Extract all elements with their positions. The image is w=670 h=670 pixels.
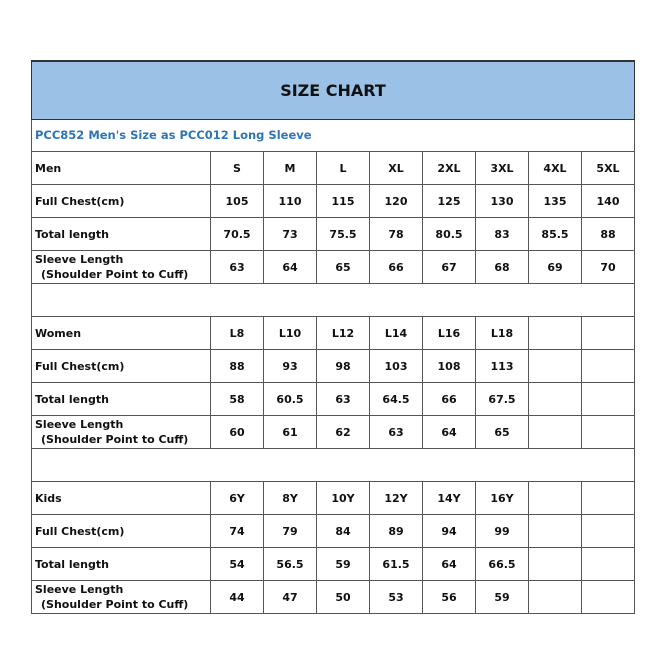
measurement-value: 66.5 [476,548,529,581]
subtitle-row [32,120,635,152]
measurement-value: 60 [211,416,264,449]
table-row [32,218,635,251]
size-label [529,482,582,515]
measurement-note: (Shoulder Point to Cuff) [41,433,189,446]
size-label: 8Y [264,482,317,515]
measurement-value [529,581,582,614]
size-label: 5XL [582,152,635,185]
section-name: Women [32,317,211,350]
measurement-value: 67.5 [476,383,529,416]
measurement-label [32,515,211,548]
section-name: Men [32,152,211,185]
size-chart-title: SIZE CHART [32,61,635,120]
size-label: 16Y [476,482,529,515]
size-label: 3XL [476,152,529,185]
measurement-value: 56.5 [264,548,317,581]
section-name: Kids [32,482,211,515]
measurement-value: 84 [317,515,370,548]
table-row [32,515,635,548]
measurement-name: Full Chest(cm) [35,194,125,208]
measurement-value [529,548,582,581]
size-label: 2XL [423,152,476,185]
measurement-value: 61.5 [370,548,423,581]
measurement-value: 115 [317,185,370,218]
measurement-value [582,515,635,548]
measurement-value: 93 [264,350,317,383]
measurement-value: 130 [476,185,529,218]
measurement-value: 75.5 [317,218,370,251]
measurement-value: 78 [370,218,423,251]
size-label: L18 [476,317,529,350]
measurement-label [32,185,211,218]
measurement-value: 44 [211,581,264,614]
measurement-value: 89 [370,515,423,548]
size-label: 14Y [423,482,476,515]
measurement-value [529,515,582,548]
size-label: 6Y [211,482,264,515]
measurement-value: 140 [582,185,635,218]
table-row [32,383,635,416]
table-row [32,350,635,383]
section-header-row [32,482,635,515]
measurement-value: 98 [317,350,370,383]
size-label: L12 [317,317,370,350]
measurement-value: 50 [317,581,370,614]
measurement-name: Total length [35,392,109,406]
measurement-value: 70.5 [211,218,264,251]
measurement-value: 135 [529,185,582,218]
measurement-value: 83 [476,218,529,251]
table-row [32,416,635,449]
size-label: S [211,152,264,185]
measurement-value: 88 [211,350,264,383]
measurement-value: 63 [317,383,370,416]
measurement-name: Full Chest(cm) [35,359,125,373]
size-label: XL [370,152,423,185]
spacer-cell [32,449,635,482]
measurement-value: 64 [423,548,476,581]
measurement-value: 80.5 [423,218,476,251]
measurement-value: 79 [264,515,317,548]
size-chart-table [31,60,635,614]
spacer-cell [32,284,635,317]
measurement-label [32,416,211,449]
measurement-value: 67 [423,251,476,284]
size-chart-subtitle: PCC852 Men's Size as PCC012 Long Sleeve [32,120,635,152]
measurement-name: Full Chest(cm) [35,524,125,538]
measurement-value: 120 [370,185,423,218]
measurement-note: (Shoulder Point to Cuff) [41,598,189,611]
measurement-name: Sleeve Length [35,253,124,266]
measurement-label [32,581,211,614]
table-row [32,185,635,218]
measurement-value [529,416,582,449]
measurement-value: 99 [476,515,529,548]
measurement-value [582,383,635,416]
measurement-value: 65 [317,251,370,284]
size-label: 4XL [529,152,582,185]
table-row [32,581,635,614]
measurement-value: 74 [211,515,264,548]
section-header-row [32,152,635,185]
measurement-value: 85.5 [529,218,582,251]
size-label: L8 [211,317,264,350]
measurement-value: 64 [423,416,476,449]
size-label: M [264,152,317,185]
measurement-value: 64.5 [370,383,423,416]
measurement-name: Total length [35,557,109,571]
measurement-value: 105 [211,185,264,218]
size-label: 10Y [317,482,370,515]
measurement-value: 88 [582,218,635,251]
measurement-label [32,251,211,284]
section-header-row [32,317,635,350]
size-label [582,482,635,515]
measurement-name: Sleeve Length [35,583,124,596]
measurement-name: Sleeve Length [35,418,124,431]
measurement-value [582,416,635,449]
measurement-value: 125 [423,185,476,218]
spacer-row [32,284,635,317]
size-label [529,317,582,350]
measurement-value: 53 [370,581,423,614]
size-label: L [317,152,370,185]
title-row [32,61,635,120]
measurement-value: 110 [264,185,317,218]
measurement-name: Total length [35,227,109,241]
measurement-value [529,383,582,416]
measurement-label [32,548,211,581]
measurement-note: (Shoulder Point to Cuff) [41,268,189,281]
measurement-label [32,218,211,251]
measurement-value: 59 [317,548,370,581]
size-label: L16 [423,317,476,350]
spacer-row [32,449,635,482]
measurement-label [32,383,211,416]
measurement-value: 113 [476,350,529,383]
table-row [32,251,635,284]
measurement-value: 56 [423,581,476,614]
measurement-value: 47 [264,581,317,614]
measurement-value: 59 [476,581,529,614]
measurement-value: 54 [211,548,264,581]
measurement-value: 70 [582,251,635,284]
table-row [32,548,635,581]
size-label: 12Y [370,482,423,515]
measurement-value: 103 [370,350,423,383]
measurement-label [32,350,211,383]
size-label [582,317,635,350]
measurement-value: 69 [529,251,582,284]
measurement-value: 62 [317,416,370,449]
measurement-value: 61 [264,416,317,449]
measurement-value: 68 [476,251,529,284]
measurement-value: 66 [370,251,423,284]
measurement-value [529,350,582,383]
measurement-value: 64 [264,251,317,284]
measurement-value: 60.5 [264,383,317,416]
measurement-value: 73 [264,218,317,251]
measurement-value: 108 [423,350,476,383]
measurement-value: 94 [423,515,476,548]
measurement-value: 66 [423,383,476,416]
measurement-value: 65 [476,416,529,449]
measurement-value: 58 [211,383,264,416]
measurement-value [582,350,635,383]
size-label: L14 [370,317,423,350]
measurement-value: 63 [370,416,423,449]
measurement-value: 63 [211,251,264,284]
size-label: L10 [264,317,317,350]
measurement-value [582,581,635,614]
measurement-value [582,548,635,581]
